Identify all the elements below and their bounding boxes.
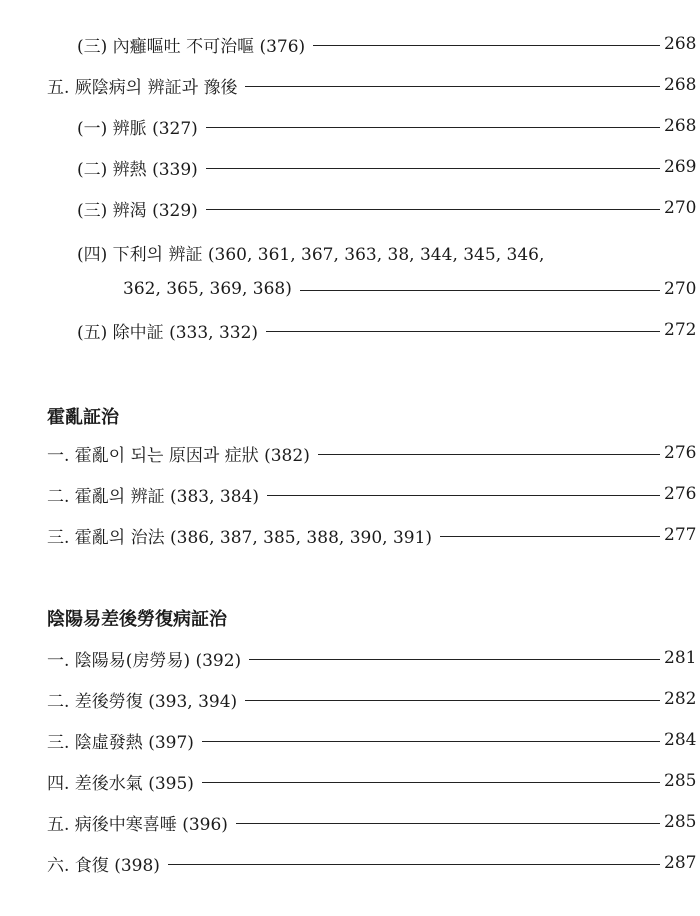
leader-rule xyxy=(202,741,660,742)
leader-rule xyxy=(245,86,660,87)
toc-entry xyxy=(0,481,700,507)
leader-rule xyxy=(236,823,660,824)
toc-entry-label: 二. 差後勞復 (393, 394) xyxy=(47,691,238,712)
toc-entry-page: 287 xyxy=(664,853,697,873)
toc-entry xyxy=(0,645,700,671)
leader-rule xyxy=(202,782,660,783)
leader-rule xyxy=(206,168,660,169)
toc-entry-label: 二. 霍亂의 辨証 (383, 384) xyxy=(47,486,260,507)
leader-rule xyxy=(168,864,660,865)
toc-entry-page: 276 xyxy=(664,443,697,463)
toc-entry xyxy=(0,809,700,835)
toc-entry-label: (五) 除中証 (333, 332) xyxy=(77,322,259,343)
toc-entry-label: 六. 食復 (398) xyxy=(47,855,160,876)
toc-entry-page: 272 xyxy=(664,320,697,340)
toc-entry xyxy=(0,195,700,221)
leader-rule xyxy=(206,127,660,128)
toc-entry xyxy=(0,31,700,57)
toc-entry-label: (三) 辨渴 (329) xyxy=(77,200,198,221)
toc-entry xyxy=(0,113,700,139)
toc-entry xyxy=(0,850,700,876)
leader-rule xyxy=(245,700,660,701)
toc-entry-page: 268 xyxy=(664,75,697,95)
toc-entry-label: (三) 內癰嘔吐 不可治嘔 (376) xyxy=(77,36,306,57)
toc-entry-page: 285 xyxy=(664,812,697,832)
leader-rule xyxy=(249,659,660,660)
toc-entry-page: 270 xyxy=(664,279,697,299)
leader-rule xyxy=(440,536,660,537)
leader-rule xyxy=(300,290,660,291)
toc-entry-label: 三. 霍亂의 治法 (386, 387, 385, 388, 390, 391) xyxy=(47,527,433,548)
toc-entry-page: 285 xyxy=(664,771,697,791)
toc-entry-label: 一. 霍亂이 되는 原因과 症狀 (382) xyxy=(47,445,310,466)
toc-entry-label: 四. 差後水氣 (395) xyxy=(47,773,194,794)
toc-entry-page: 281 xyxy=(664,648,697,668)
toc-entry xyxy=(0,317,700,343)
toc-entry-page: 276 xyxy=(664,484,697,504)
toc-entry xyxy=(0,154,700,180)
toc-entry-page: 284 xyxy=(664,730,697,750)
toc-entry-label: 五. 厥陰病의 辨証과 豫後 xyxy=(47,77,238,98)
toc-entry xyxy=(0,276,700,302)
toc-entry xyxy=(0,768,700,794)
toc-entry-label: (二) 辨熱 (339) xyxy=(77,159,198,180)
leader-rule xyxy=(267,495,660,496)
toc-entry-page: 282 xyxy=(664,689,697,709)
leader-rule xyxy=(318,454,660,455)
leader-rule xyxy=(313,45,660,46)
toc-entry-label: 五. 病後中寒喜唾 (396) xyxy=(47,814,228,835)
toc-entry-page: 270 xyxy=(664,198,697,218)
section-heading: 霍亂証治 xyxy=(47,407,119,428)
toc-entry xyxy=(0,522,700,548)
toc-entry xyxy=(0,727,700,753)
toc-entry-page: 277 xyxy=(664,525,697,545)
toc-entry xyxy=(0,72,700,98)
toc-entry xyxy=(0,686,700,712)
toc-entry-page: 268 xyxy=(664,34,697,54)
toc-entry-label: 一. 陰陽易(房勞易) (392) xyxy=(47,650,242,671)
leader-rule xyxy=(206,209,660,210)
toc-entry-label: 362, 365, 369, 368) xyxy=(123,279,292,299)
toc-entry xyxy=(0,440,700,466)
toc-entry-label: 三. 陰虛發熱 (397) xyxy=(47,732,194,753)
toc-entry-page: 268 xyxy=(664,116,697,136)
toc-entry-page: 269 xyxy=(664,157,697,177)
section-heading: 陰陽易差後勞復病証治 xyxy=(47,609,227,630)
toc-entry-label: (一) 辨脈 (327) xyxy=(77,118,198,139)
toc-entry-label: (四) 下利의 辨証 (360, 361, 367, 363, 38, 344, 345, 346, xyxy=(77,245,545,265)
leader-rule xyxy=(266,331,660,332)
